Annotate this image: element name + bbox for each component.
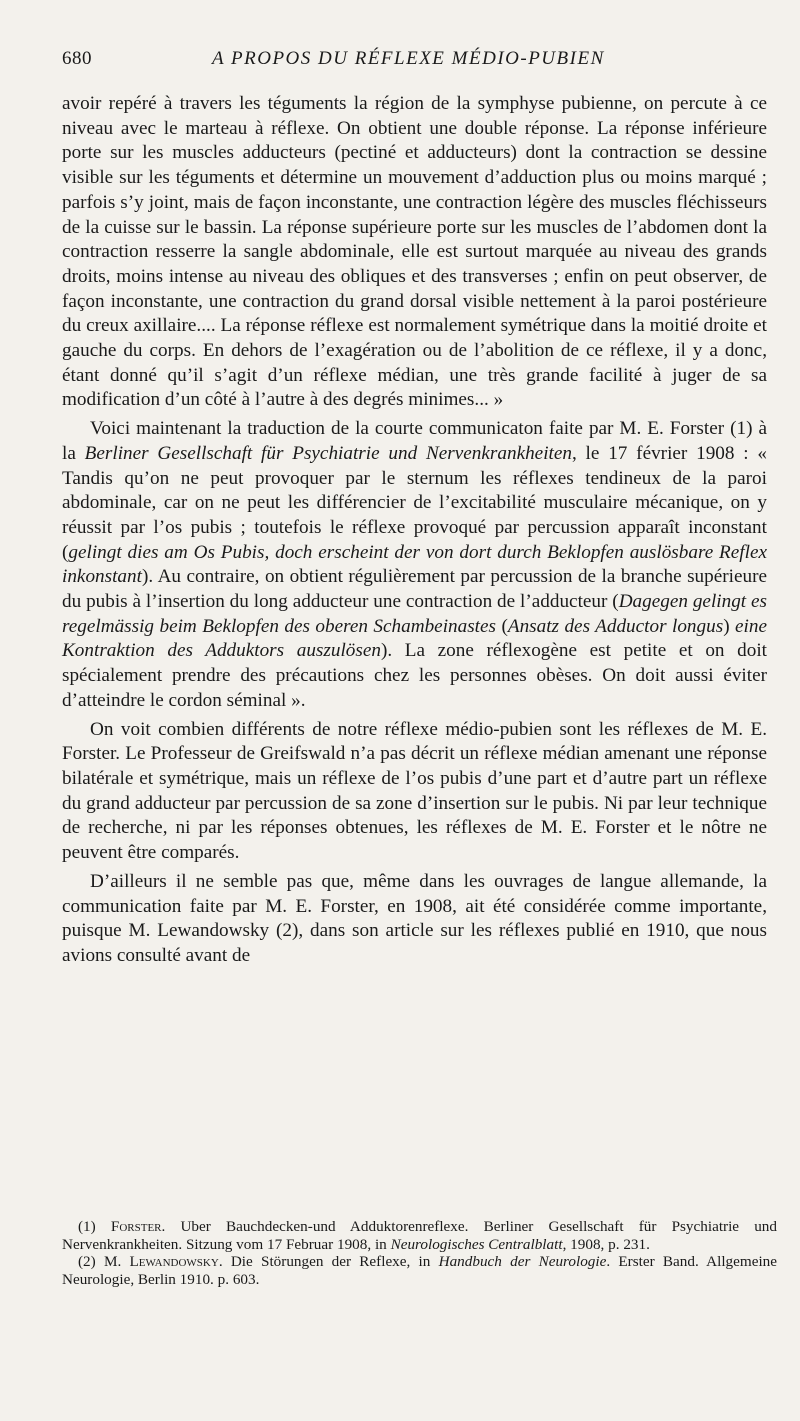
- paragraph-1: avoir repéré à travers les téguments la région de la symphyse pubienne, on percute à ce niveau avec le marteau à réflexe. On obtient une double réponse. La réponse inférieure porte sur les muscles adducteurs (pectiné et adducteurs) dont la contraction se dessine visible sur les téguments et détermine un mouvement d’adduction plus ou moins marqué ; parfois s’y joint, mais de façon inconstante, une contraction légère des muscles fléchisseurs de la cuisse sur le bassin. La réponse supérieure porte sur les muscles de l’abdomen dont la contraction resserre la sangle abdominale, elle est surtout marquée au niveau des grands droits, moins intense au niveau des obliques et des transverses ; enfin on peut observer, de façon inconstante, une contraction du grand dorsal visible nettement à la paroi postérieure du creux axillaire.... La réponse réflexe est normalement symétrique dans la moitié droite et gauche du corps. En dehors de l’exagération ou de l’abolition de ce réflexe, il y a donc, étant donné qu’il s’agit d’un réflexe médian, une très grande facilité à juger de sa modification d’un côté à l’autre à des degrés minimes... »: [62, 93, 767, 411]
- p2-text-c: , le 17 février 1908 : « Tandis qu’on ne peut provoquer par le sternum les réflexes tendineux de la paroi abdominale, car on ne peut les différencier de l’excitabilité musculaire mécanique, on y réussit par l’os pubis ; toutefois le réflexe provoqué par percussion apparaît inconstant (: [62, 442, 767, 563]
- german-quote-4: eine Kontraktion des Adduktors auszulösen: [62, 615, 767, 662]
- german-quote-3: Ansatz des Adductor longus: [507, 615, 724, 637]
- footnote-1-mark: (1): [78, 1218, 111, 1235]
- society-name: Berliner Gesellschaft für Psychiatrie und Nervenkrankheiten: [84, 442, 572, 464]
- paragraph-3: On voit combien différents de notre réflexe médio-pubien sont les réflexes de M. E. Forster. Le Professeur de Greifswald n’a pas décrit un réflexe médian amenant une réponse bilatérale et symétrique, mais un réflexe de l’os pubis d’une part et d’autre part un réflexe du grand adducteur par percussion de sa zone d’insertion sur le pubis. Ni par leur technique de recherche, ni par les réponses obtenues, les réflexes de M. E. Forster et le nôtre ne peuvent être comparés.: [62, 718, 767, 864]
- footnote-2-ref: . Erster Band. Allgemeine Neurologie, Berlin 1910. p. 603.: [62, 1253, 778, 1288]
- footnote-1: [62, 1218, 777, 1253]
- footnote-1-author: Forster: [110, 1218, 162, 1235]
- page-number: 680: [62, 48, 92, 69]
- footnote-2-journal: Handbuch der Neurologie: [438, 1253, 607, 1270]
- footnote-2-mark: (2) M.: [78, 1253, 130, 1270]
- footnotes: [62, 1218, 777, 1288]
- footnote-1-text: . Uber Bauchdecken-und Adduktorenreflexe. Berliner Gesellschaft für Psychiatrie und Nervenkrankheiten. Sitzung vom 17 Februar 1908, in: [62, 1218, 777, 1253]
- paragraph-4: D’ailleurs il ne semble pas que, même dans les ouvrages de langue allemande, la communication faite par M. E. Forster, en 1908, ait été considérée comme importante, puisque M. Lewandowsky (2), dans son article sur les réflexes publié en 1910, que nous avions consulté avant de: [62, 870, 767, 966]
- footnote-1-ref: , 1908, p. 231.: [562, 1235, 650, 1253]
- p2-text-e: ). Au contraire, on obtient régulièrement par percussion de la branche supérieure du pubis à l’insertion du long adducteur une contraction de l’adducteur (: [62, 566, 767, 613]
- p2-text-i: ): [723, 615, 736, 637]
- running-title: A PROPOS DU RÉFLEXE MÉDIO-PUBIEN: [212, 48, 605, 69]
- body-text: [62, 92, 767, 969]
- page-header: [62, 48, 762, 78]
- footnote-2-text: . Die Störungen der Reflexe, in: [218, 1253, 439, 1270]
- footnote-2-author: Lewandowsky: [129, 1253, 219, 1270]
- footnote-2: [62, 1253, 777, 1288]
- p2-text-k: ). La zone réflexogène est petite et on doit spécialement prendre des précautions chez les personnes obèses. On doit aussi éviter d’atteindre le cordon séminal ».: [62, 640, 767, 711]
- footnote-1-journal: Neurologisches Centralblatt: [390, 1235, 563, 1253]
- paragraph-2: [62, 417, 767, 713]
- p2-text-a: Voici maintenant la traduction de la courte communicaton faite par M. E. Forster (1) à la: [62, 418, 767, 464]
- german-quote-2: Dagegen gelingt es regelmässig beim Beklopfen des oberen Schambeinastes: [62, 591, 767, 637]
- german-quote-1: gelingt dies am Os Pubis, doch erscheint der von dort durch Beklopfen auslösbare Reflex inkonstant: [62, 541, 767, 588]
- p2-text-g: (: [496, 615, 508, 637]
